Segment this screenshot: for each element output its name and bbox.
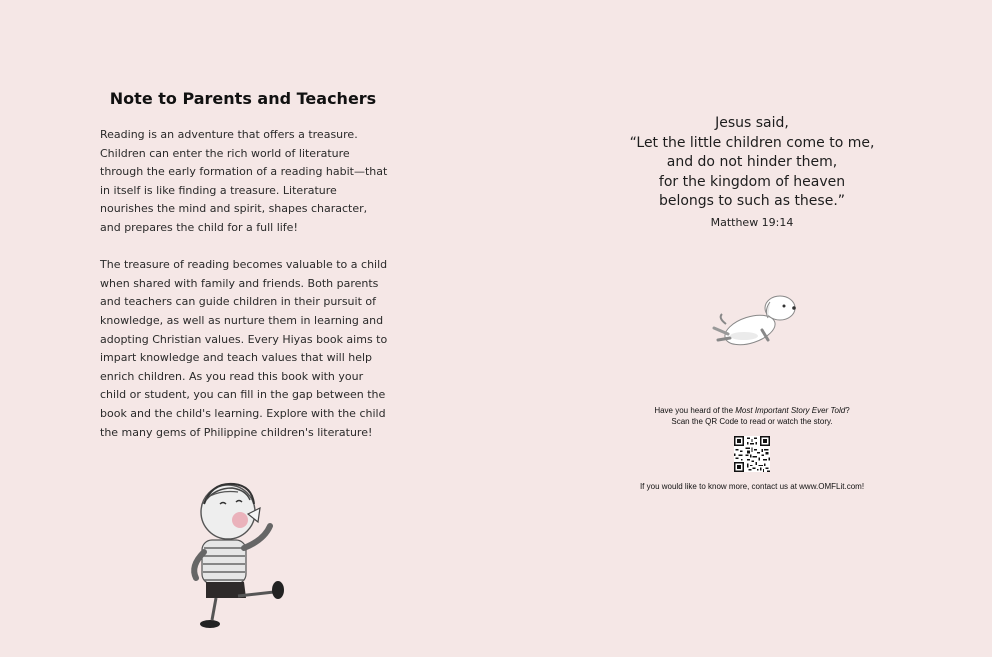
quote-line: for the kingdom of heaven bbox=[658, 173, 846, 190]
right-page bbox=[496, 0, 992, 657]
promo-prefix: Have you heard of the bbox=[654, 406, 736, 415]
contact-line: If you would like to know more, contact us at www.OMFLit.com! bbox=[639, 482, 865, 491]
note-paragraph-2: The treasure of reading becomes valuable to a child when shared with family and friends. Both parents and teachers can guide children in their pursuit of knowledge, as well as nurture them in learning and adopting Christian values. Every Hiyas book aims to impart knowledge and teach values that will help enrich children. As you read this book with your child or student, you can fill in the gap between the book and the child's learning. Explore with the child the many gems of Philippine children's literature! bbox=[100, 258, 388, 439]
quote-line: and do not hinder them, bbox=[666, 154, 838, 170]
quote-citation: Matthew 19:14 bbox=[710, 216, 794, 229]
puppy-illustration bbox=[710, 290, 802, 360]
note-body bbox=[100, 126, 390, 442]
bible-quote bbox=[496, 114, 992, 212]
quote-line: Jesus said, bbox=[715, 115, 789, 131]
quote-line: “Let the little children come to me, bbox=[629, 134, 875, 151]
note-title: Note to Parents and Teachers bbox=[109, 88, 377, 108]
promo-story-title: Most Important Story Ever Told bbox=[735, 406, 846, 415]
promo-line-2: Scan the QR Code to read or watch the story. bbox=[671, 416, 833, 426]
promo-line-1 bbox=[496, 406, 992, 417]
note-paragraph-1: Reading is an adventure that offers a treasure. Children can enter the rich world of literature through the early formation of a reading habit—that in itself is like finding a treasure. Literature nourishes the mind and spirit, shapes character, and prepares the child for a full life! bbox=[100, 128, 388, 234]
promo-suffix: ? bbox=[845, 406, 850, 415]
quote-line: belongs to such as these.” bbox=[658, 193, 846, 209]
story-promo bbox=[496, 406, 992, 427]
qr-code[interactable] bbox=[734, 436, 770, 472]
running-boy-illustration bbox=[182, 474, 292, 634]
